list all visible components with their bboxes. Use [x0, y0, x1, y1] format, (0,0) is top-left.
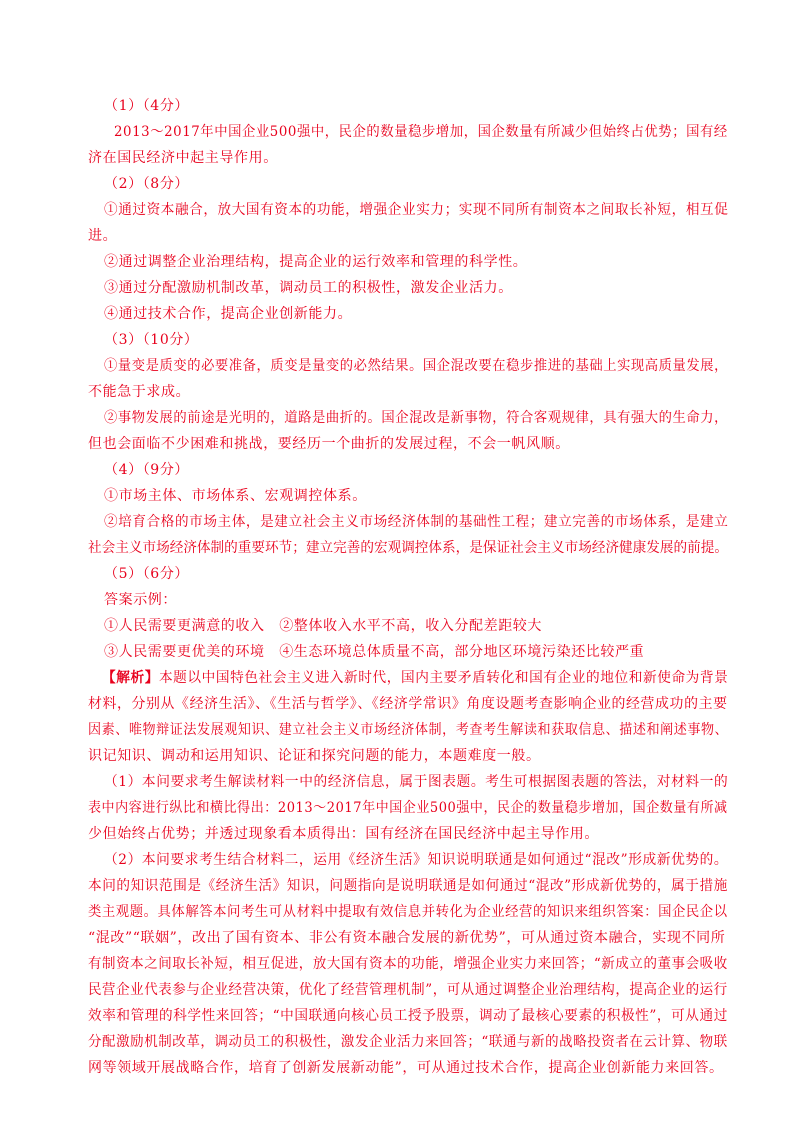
q2-answer-line: ④通过技术合作，提高企业创新能力。 [104, 306, 353, 322]
analysis-q2-line: 分配激励机制改革，调动员工的积极性，激发企业活力来回答；“联通与新的战略投资者在云计算、物联 [88, 1034, 728, 1050]
q1-answer-line: 济在国民经济中起主导作用。 [88, 150, 278, 166]
q1-heading: （1）（4分） [104, 98, 190, 114]
analysis-text: 本题以中国特色社会主义进入新时代，国内主要矛盾转化和国有企业的地位和新使命为背景 [158, 670, 729, 686]
q5-answer-line: ③人民需要更优美的环境 ④生态环境总体质量不高，部分地区环境污染还比较严重 [104, 644, 645, 660]
q4-answer-line: ②培育合格的市场主体，是建立社会主义市场经济体制的基础性工程；建立完善的市场体系，是建立 [104, 514, 729, 530]
analysis-line: 因素、唯物辩证法发展观知识、建立社会主义市场经济体制，考查考生解读和获取信息、描述和阐述事物、 [88, 722, 729, 738]
q3-answer-line: 但也会面临不少困难和挑战，要经历一个曲折的发展过程，不会一帆风顺。 [88, 436, 570, 452]
analysis-q2-line: 网等领域开展战略合作，培育了创新发展新动能”，可从通过技术合作，提高企业创新能力来回答。 [88, 1060, 724, 1076]
analysis-q2-line: 民营企业代表参与企业经营决策，优化了经营管理机制”，可从通过调整企业治理结构，提高企业的运行 [88, 982, 728, 998]
analysis-tag: 【解析】 [102, 670, 159, 686]
q4-answer-line: ①市场主体、市场体系、宏观调控体系。 [104, 488, 367, 504]
analysis-q1-line: （1）本问要求考生解读材料一中的经济信息，属于图表题。考生可根据图表题的答法，对材料一的 [104, 774, 729, 790]
analysis-q2-line: （2）本问要求考生结合材料二，运用《经济生活》知识说明联通是如何通过“混改”形成新优势的。 [104, 852, 729, 868]
q2-heading: （2）（8分） [104, 176, 190, 192]
analysis-q1-line: 表中内容进行纵比和横比得出：2013～2017年中国企业500强中，民企的数量稳步增加，国企数量有所减 [88, 800, 728, 816]
q2-answer-line: 进。 [88, 228, 118, 244]
analysis-q2-line: 有制资本之间取长补短，相互促进，放大国有资本的功能，增强企业实力来回答；“新成立的董事会吸收 [88, 956, 728, 972]
q2-answer-line: ②通过调整企业治理结构，提高企业的运行效率和管理的科学性。 [104, 254, 528, 270]
analysis-q2-line: 本问的知识范围是《经济生活》知识，问题指向是说明联通是如何通过“混改”形成新优势的，属于措施 [88, 878, 728, 894]
analysis-line [102, 668, 728, 688]
q2-answer-line: ①通过资本融合，放大国有资本的功能，增强企业实力；实现不同所有制资本之间取长补短，相互促 [104, 202, 729, 218]
analysis-q2-line: “混改”“联姻”，改出了国有资本、非公有资本融合发展的新优势”，可从通过资本融合，实现不同所 [88, 930, 726, 946]
analysis-q2-line: 效率和管理的科学性来回答；“中国联通向核心员工授予股票，调动了最核心要素的积极性”，可从通过 [88, 1008, 728, 1024]
q2-answer-line: ③通过分配激励机制改革，调动员工的积极性，激发企业活力。 [104, 280, 513, 296]
q3-answer-line: ②事物发展的前途是光明的，道路是曲折的。国企混改是新事物，符合客观规律，具有强大的生命力， [104, 410, 728, 426]
q5-heading: （5）（6分） [104, 566, 190, 582]
q4-heading: （4）（9分） [104, 462, 190, 478]
q5-answer-label: 答案示例： [104, 592, 177, 608]
analysis-line: 识记知识、调动和运用知识、论证和探究问题的能力，本题难度一般。 [88, 748, 541, 764]
analysis-q1-line: 少但始终占优势；并透过现象看本质得出：国有经济在国民经济中起主导作用。 [88, 826, 599, 842]
q5-answer-line: ①人民需要更满意的收入 ②整体收入水平不高，收入分配差距较大 [104, 618, 542, 634]
q1-answer-line: 2013～2017年中国企业500强中，民企的数量稳步增加，国企数量有所减少但始终占优势；国有经 [114, 124, 728, 140]
q3-heading: （3）（10分） [104, 332, 199, 348]
q4-answer-line: 社会主义市场经济体制的重要环节；建立完善的宏观调控体系，是保证社会主义市场经济健康发展的前提。 [88, 540, 728, 556]
q3-answer-line: ①量变是质变的必要准备，质变是量变的必然结果。国企混改要在稳步推进的基础上实现高质量发展， [104, 358, 728, 374]
q3-answer-line: 不能急于求成。 [88, 384, 191, 400]
analysis-q2-line: 类主观题。具体解答本问考生可从材料中提取有效信息并转化为企业经营的知识来组织答案：国企民企以 [88, 904, 728, 920]
analysis-line: 材料，分别从《经济生活》、《生活与哲学》、《经济学常识》角度设题考查影响企业的经营成功的主要 [88, 696, 728, 712]
